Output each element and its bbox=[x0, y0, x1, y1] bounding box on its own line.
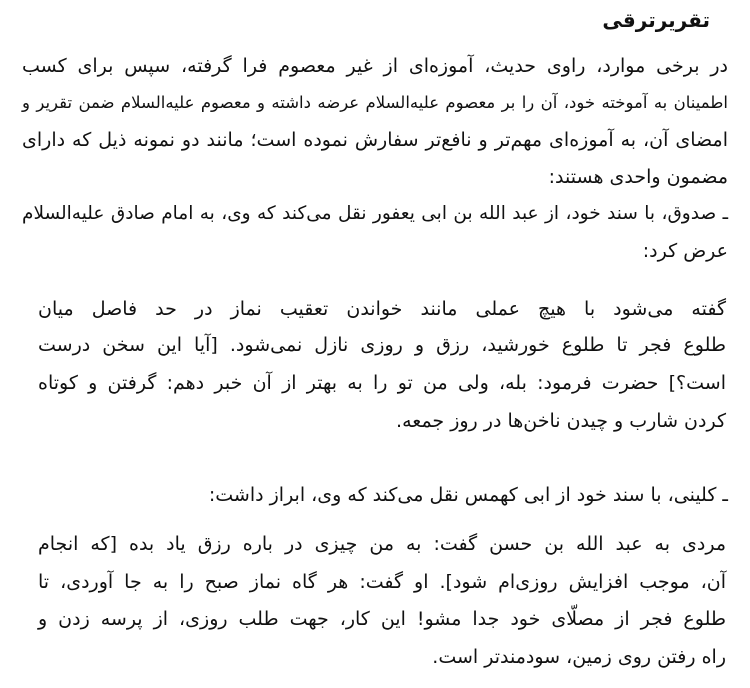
paragraph-line: امضای آن، به آموزه‌ای مهم‌تر و نافع‌تر سفارش نموده است؛ مانند دو نمونه ذیل که دارای bbox=[22, 129, 728, 151]
quote-line: طلوع فجر از مصلّای خود جدا مشو! این کار، جهت طلب روزی، از پرسه زدن و bbox=[38, 608, 726, 630]
quote-line: طلوع فجر تا طلوع خورشید، رزق و روزی نازل نمی‌شود. [آیا این سخن درست bbox=[38, 334, 726, 356]
section-heading: تقریرترقی bbox=[602, 8, 710, 32]
paragraph-line: در برخی موارد، راوی حدیث، آموزه‌ای از غیر معصوم فرا گرفته، سپس برای کسب bbox=[22, 55, 728, 77]
narration-intro-line: عرض کرد: bbox=[642, 240, 728, 262]
paragraph-line: مضمون واحدی هستند: bbox=[548, 166, 728, 188]
quote-line: آن، موجب افزایش روزی‌ام شود]. او گفت: هر گاه نماز صبح را به جا آوردی، تا bbox=[38, 571, 726, 593]
quote-line: مردی به عبد الله بن حسن گفت: به من چیزی در باره رزق یاد بده [که انجام bbox=[38, 533, 726, 555]
quote-line: گفته می‌شود با هیچ عملی مانند خواندن تعقیب نماز در حد فاصل میان bbox=[38, 298, 726, 320]
quote-line: راه رفتن روی زمین، سودمندتر است. bbox=[432, 646, 726, 668]
quote-line: کردن شارب و چیدن ناخن‌ها در روز جمعه. bbox=[396, 410, 726, 432]
paragraph-line: اطمینان به آموخته خود، آن را بر معصوم عليه‌السلام عرضه داشته و معصوم عليه‌السلام ضمن تقریر و bbox=[22, 93, 728, 112]
narration-intro-line: ـ صدوق، با سند خود، از عبد الله بن ابی یعفور نقل می‌کند که وی، به امام صادق عليه‌السلام bbox=[22, 203, 728, 224]
narration-intro-line: ـ کلینی، با سند خود از ابی کهمس نقل می‌کند که وی، ابراز داشت: bbox=[208, 484, 728, 506]
quote-line: است؟] حضرت فرمود: بله، ولی من تو را به بهتر از آن خبر دهم: گرفتن و کوتاه bbox=[38, 372, 726, 394]
